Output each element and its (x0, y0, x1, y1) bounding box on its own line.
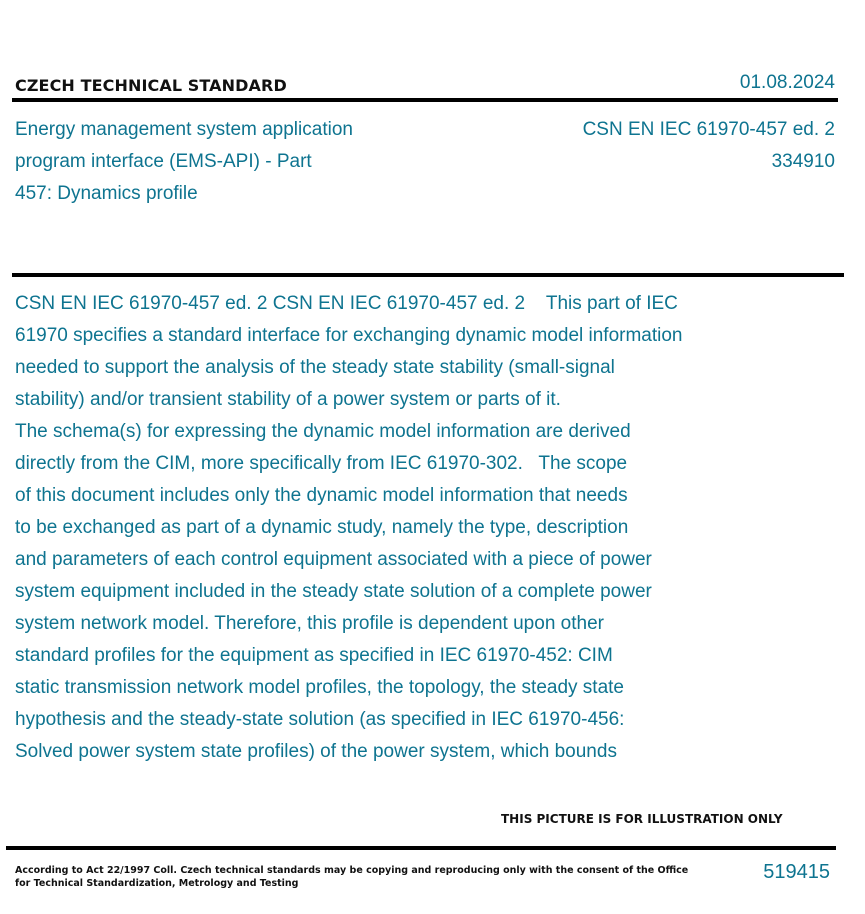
publication-date: 01.08.2024 (739, 72, 835, 93)
illustration-notice: THIS PICTURE IS FOR ILLUSTRATION ONLY (501, 812, 783, 826)
abstract-line: hypothesis and the steady-state solution (as specified in IEC 61970-456: (15, 709, 625, 730)
abstract-line: system equipment included in the steady state solution of a complete power (15, 581, 652, 602)
abstract-line: CSN EN IEC 61970-457 ed. 2 CSN EN IEC 61970-457 ed. 2 This part of IEC (15, 293, 678, 314)
catalog-number: 519415 (763, 861, 830, 883)
abstract-line: static transmission network model profiles, the topology, the steady state (15, 677, 625, 698)
document-title-line: Energy management system application (15, 119, 353, 140)
abstract-line: The schema(s) for expressing the dynamic model information are derived (15, 421, 631, 442)
abstract-line: directly from the CIM, more specifically from IEC 61970-302. The scope (15, 453, 628, 474)
abstract-text (15, 288, 795, 768)
document-title (15, 114, 415, 210)
header-rule (12, 98, 838, 102)
document-title-line: 457: Dynamics profile (15, 183, 198, 204)
abstract-line: system network model. Therefore, this profile is dependent upon other (15, 613, 604, 634)
abstract-line: Solved power system state profiles) of the power system, which bounds (15, 741, 617, 762)
abstract-line: needed to support the analysis of the steady state stability (small-signal (15, 357, 615, 378)
legal-notice-line: According to Act 22/1997 Coll. Czech technical standards may be copying and reproducing only with the consent of the Office (15, 865, 689, 876)
abstract-line: of this document includes only the dynamic model information that needs (15, 485, 628, 506)
abstract-line: to be exchanged as part of a dynamic study, namely the type, description (15, 517, 629, 538)
standard-type-heading: CZECH TECHNICAL STANDARD (15, 76, 287, 95)
document-identifiers (583, 114, 835, 178)
abstract-line: standard profiles for the equipment as specified in IEC 61970-452: CIM (15, 645, 613, 666)
document-title-line: program interface (EMS-API) - Part (15, 151, 312, 172)
legal-notice (15, 864, 689, 890)
section-rule (12, 273, 844, 277)
classification-number: 334910 (771, 151, 835, 172)
abstract-line: stability) and/or transient stability of a power system or parts of it. (15, 389, 561, 410)
legal-notice-line: for Technical Standardization, Metrology and Testing (15, 878, 299, 889)
footer-rule (6, 846, 836, 850)
abstract-line: and parameters of each control equipment associated with a piece of power (15, 549, 652, 570)
abstract-line: 61970 specifies a standard interface for exchanging dynamic model information (15, 325, 683, 346)
standard-code: CSN EN IEC 61970-457 ed. 2 (582, 119, 835, 140)
